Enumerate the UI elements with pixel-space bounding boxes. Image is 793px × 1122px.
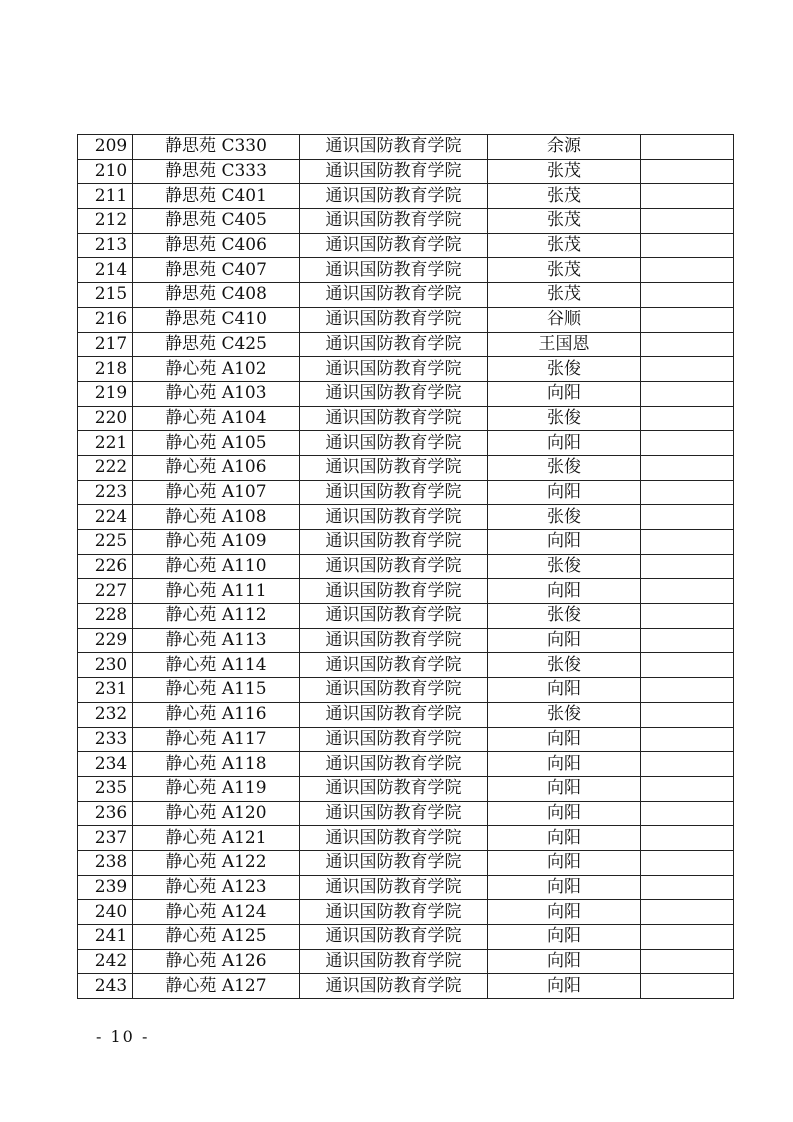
- college-cell: 通识国防教育学院: [300, 357, 488, 382]
- person-cell: 张茂: [488, 209, 641, 234]
- row-number-cell: 228: [78, 604, 133, 629]
- table-row: [78, 752, 734, 777]
- row-number-cell: 229: [78, 628, 133, 653]
- room-cell: 静心苑 A123: [133, 875, 300, 900]
- row-number-cell: 235: [78, 776, 133, 801]
- row-number-cell: 218: [78, 357, 133, 382]
- remarks-cell: [641, 925, 734, 950]
- row-number-cell: 234: [78, 752, 133, 777]
- room-cell: 静心苑 A117: [133, 727, 300, 752]
- college-cell: 通识国防教育学院: [300, 974, 488, 999]
- row-number-cell: 219: [78, 381, 133, 406]
- remarks-cell: [641, 455, 734, 480]
- person-cell: 张俊: [488, 406, 641, 431]
- remarks-cell: [641, 554, 734, 579]
- table-row: [78, 579, 734, 604]
- person-cell: 张茂: [488, 283, 641, 308]
- row-number-cell: 237: [78, 826, 133, 851]
- person-cell: 张茂: [488, 159, 641, 184]
- remarks-cell: [641, 258, 734, 283]
- remarks-cell: [641, 579, 734, 604]
- row-number-cell: 216: [78, 307, 133, 332]
- remarks-cell: [641, 209, 734, 234]
- person-cell: 张茂: [488, 258, 641, 283]
- room-cell: 静心苑 A126: [133, 949, 300, 974]
- table-row: [78, 604, 734, 629]
- table-row: [78, 480, 734, 505]
- table-row: [78, 505, 734, 530]
- row-number-cell: 217: [78, 332, 133, 357]
- table-row: [78, 530, 734, 555]
- college-cell: 通识国防教育学院: [300, 900, 488, 925]
- person-cell: 张俊: [488, 357, 641, 382]
- table-row: [78, 875, 734, 900]
- remarks-cell: [641, 702, 734, 727]
- remarks-cell: [641, 801, 734, 826]
- row-number-cell: 220: [78, 406, 133, 431]
- person-cell: 向阳: [488, 480, 641, 505]
- room-cell: 静心苑 A120: [133, 801, 300, 826]
- college-cell: 通识国防教育学院: [300, 604, 488, 629]
- college-cell: 通识国防教育学院: [300, 505, 488, 530]
- row-number-cell: 242: [78, 949, 133, 974]
- page-number: - 10 -: [96, 1027, 150, 1046]
- remarks-cell: [641, 332, 734, 357]
- person-cell: 向阳: [488, 900, 641, 925]
- college-cell: 通识国防教育学院: [300, 406, 488, 431]
- room-cell: 静心苑 A127: [133, 974, 300, 999]
- room-cell: 静心苑 A103: [133, 381, 300, 406]
- room-cell: 静心苑 A121: [133, 826, 300, 851]
- remarks-cell: [641, 233, 734, 258]
- college-cell: 通识国防教育学院: [300, 875, 488, 900]
- remarks-cell: [641, 530, 734, 555]
- college-cell: 通识国防教育学院: [300, 381, 488, 406]
- row-number-cell: 236: [78, 801, 133, 826]
- person-cell: 张俊: [488, 505, 641, 530]
- remarks-cell: [641, 653, 734, 678]
- college-cell: 通识国防教育学院: [300, 579, 488, 604]
- room-cell: 静思苑 C330: [133, 135, 300, 160]
- remarks-cell: [641, 480, 734, 505]
- row-number-cell: 239: [78, 875, 133, 900]
- table-row: [78, 283, 734, 308]
- remarks-cell: [641, 505, 734, 530]
- row-number-cell: 238: [78, 850, 133, 875]
- college-cell: 通识国防教育学院: [300, 233, 488, 258]
- table-row: [78, 357, 734, 382]
- row-number-cell: 223: [78, 480, 133, 505]
- room-cell: 静思苑 C405: [133, 209, 300, 234]
- person-cell: 向阳: [488, 850, 641, 875]
- remarks-cell: [641, 628, 734, 653]
- person-cell: 向阳: [488, 678, 641, 703]
- remarks-cell: [641, 875, 734, 900]
- row-number-cell: 232: [78, 702, 133, 727]
- row-number-cell: 240: [78, 900, 133, 925]
- person-cell: 向阳: [488, 974, 641, 999]
- table-row: [78, 209, 734, 234]
- roster-table: [77, 134, 734, 999]
- table-row: [78, 307, 734, 332]
- person-cell: 张茂: [488, 184, 641, 209]
- table-row: [78, 381, 734, 406]
- person-cell: 向阳: [488, 875, 641, 900]
- person-cell: 余源: [488, 135, 641, 160]
- row-number-cell: 211: [78, 184, 133, 209]
- person-cell: 向阳: [488, 628, 641, 653]
- table-row: [78, 826, 734, 851]
- row-number-cell: 222: [78, 455, 133, 480]
- row-number-cell: 215: [78, 283, 133, 308]
- room-cell: 静心苑 A122: [133, 850, 300, 875]
- row-number-cell: 213: [78, 233, 133, 258]
- college-cell: 通识国防教育学院: [300, 776, 488, 801]
- row-number-cell: 233: [78, 727, 133, 752]
- college-cell: 通识国防教育学院: [300, 678, 488, 703]
- college-cell: 通识国防教育学院: [300, 653, 488, 678]
- room-cell: 静心苑 A102: [133, 357, 300, 382]
- remarks-cell: [641, 678, 734, 703]
- row-number-cell: 243: [78, 974, 133, 999]
- person-cell: 向阳: [488, 530, 641, 555]
- table-row: [78, 974, 734, 999]
- remarks-cell: [641, 381, 734, 406]
- room-cell: 静心苑 A109: [133, 530, 300, 555]
- table-row: [78, 678, 734, 703]
- person-cell: 王国恩: [488, 332, 641, 357]
- table-row: [78, 431, 734, 456]
- roster-table-body: [78, 135, 734, 999]
- person-cell: 向阳: [488, 579, 641, 604]
- table-row: [78, 233, 734, 258]
- college-cell: 通识国防教育学院: [300, 135, 488, 160]
- room-cell: 静心苑 A116: [133, 702, 300, 727]
- row-number-cell: 227: [78, 579, 133, 604]
- table-row: [78, 135, 734, 160]
- person-cell: 谷顺: [488, 307, 641, 332]
- row-number-cell: 214: [78, 258, 133, 283]
- remarks-cell: [641, 357, 734, 382]
- college-cell: 通识国防教育学院: [300, 949, 488, 974]
- table-row: [78, 554, 734, 579]
- row-number-cell: 221: [78, 431, 133, 456]
- room-cell: 静心苑 A118: [133, 752, 300, 777]
- college-cell: 通识国防教育学院: [300, 850, 488, 875]
- row-number-cell: 209: [78, 135, 133, 160]
- room-cell: 静心苑 A108: [133, 505, 300, 530]
- room-cell: 静心苑 A111: [133, 579, 300, 604]
- person-cell: 张俊: [488, 554, 641, 579]
- row-number-cell: 225: [78, 530, 133, 555]
- row-number-cell: 224: [78, 505, 133, 530]
- remarks-cell: [641, 776, 734, 801]
- room-cell: 静思苑 C401: [133, 184, 300, 209]
- room-cell: 静心苑 A106: [133, 455, 300, 480]
- room-cell: 静心苑 A119: [133, 776, 300, 801]
- college-cell: 通识国防教育学院: [300, 307, 488, 332]
- room-cell: 静思苑 C406: [133, 233, 300, 258]
- room-cell: 静心苑 A124: [133, 900, 300, 925]
- table-row: [78, 776, 734, 801]
- remarks-cell: [641, 949, 734, 974]
- person-cell: 向阳: [488, 381, 641, 406]
- person-cell: 向阳: [488, 727, 641, 752]
- college-cell: 通识国防教育学院: [300, 925, 488, 950]
- room-cell: 静心苑 A113: [133, 628, 300, 653]
- table-row: [78, 925, 734, 950]
- college-cell: 通识国防教育学院: [300, 283, 488, 308]
- room-cell: 静思苑 C333: [133, 159, 300, 184]
- room-cell: 静思苑 C408: [133, 283, 300, 308]
- person-cell: 向阳: [488, 949, 641, 974]
- remarks-cell: [641, 159, 734, 184]
- person-cell: 张俊: [488, 653, 641, 678]
- college-cell: 通识国防教育学院: [300, 752, 488, 777]
- table-row: [78, 850, 734, 875]
- college-cell: 通识国防教育学院: [300, 455, 488, 480]
- person-cell: 张俊: [488, 604, 641, 629]
- person-cell: 张俊: [488, 455, 641, 480]
- remarks-cell: [641, 826, 734, 851]
- college-cell: 通识国防教育学院: [300, 480, 488, 505]
- person-cell: 向阳: [488, 431, 641, 456]
- remarks-cell: [641, 974, 734, 999]
- college-cell: 通识国防教育学院: [300, 702, 488, 727]
- person-cell: 向阳: [488, 801, 641, 826]
- row-number-cell: 210: [78, 159, 133, 184]
- college-cell: 通识国防教育学院: [300, 727, 488, 752]
- college-cell: 通识国防教育学院: [300, 554, 488, 579]
- person-cell: 向阳: [488, 925, 641, 950]
- room-cell: 静心苑 A112: [133, 604, 300, 629]
- remarks-cell: [641, 900, 734, 925]
- table-row: [78, 628, 734, 653]
- table-row: [78, 406, 734, 431]
- room-cell: 静思苑 C407: [133, 258, 300, 283]
- table-row: [78, 801, 734, 826]
- room-cell: 静心苑 A105: [133, 431, 300, 456]
- remarks-cell: [641, 727, 734, 752]
- room-cell: 静心苑 A125: [133, 925, 300, 950]
- person-cell: 张俊: [488, 702, 641, 727]
- person-cell: 向阳: [488, 826, 641, 851]
- college-cell: 通识国防教育学院: [300, 332, 488, 357]
- college-cell: 通识国防教育学院: [300, 431, 488, 456]
- room-cell: 静心苑 A110: [133, 554, 300, 579]
- person-cell: 向阳: [488, 776, 641, 801]
- table-row: [78, 332, 734, 357]
- table-row: [78, 258, 734, 283]
- room-cell: 静思苑 C410: [133, 307, 300, 332]
- remarks-cell: [641, 604, 734, 629]
- table-row: [78, 184, 734, 209]
- college-cell: 通识国防教育学院: [300, 258, 488, 283]
- college-cell: 通识国防教育学院: [300, 209, 488, 234]
- table-row: [78, 653, 734, 678]
- remarks-cell: [641, 184, 734, 209]
- table-row: [78, 159, 734, 184]
- table-row: [78, 949, 734, 974]
- table-row: [78, 900, 734, 925]
- row-number-cell: 241: [78, 925, 133, 950]
- room-cell: 静心苑 A104: [133, 406, 300, 431]
- college-cell: 通识国防教育学院: [300, 628, 488, 653]
- remarks-cell: [641, 752, 734, 777]
- remarks-cell: [641, 283, 734, 308]
- college-cell: 通识国防教育学院: [300, 530, 488, 555]
- college-cell: 通识国防教育学院: [300, 159, 488, 184]
- table-row: [78, 727, 734, 752]
- table-row: [78, 702, 734, 727]
- person-cell: 向阳: [488, 752, 641, 777]
- room-cell: 静思苑 C425: [133, 332, 300, 357]
- person-cell: 张茂: [488, 233, 641, 258]
- table-row: [78, 455, 734, 480]
- room-cell: 静心苑 A114: [133, 653, 300, 678]
- college-cell: 通识国防教育学院: [300, 826, 488, 851]
- college-cell: 通识国防教育学院: [300, 184, 488, 209]
- remarks-cell: [641, 850, 734, 875]
- room-cell: 静心苑 A115: [133, 678, 300, 703]
- college-cell: 通识国防教育学院: [300, 801, 488, 826]
- remarks-cell: [641, 307, 734, 332]
- row-number-cell: 226: [78, 554, 133, 579]
- row-number-cell: 230: [78, 653, 133, 678]
- room-cell: 静心苑 A107: [133, 480, 300, 505]
- remarks-cell: [641, 135, 734, 160]
- remarks-cell: [641, 431, 734, 456]
- row-number-cell: 212: [78, 209, 133, 234]
- remarks-cell: [641, 406, 734, 431]
- row-number-cell: 231: [78, 678, 133, 703]
